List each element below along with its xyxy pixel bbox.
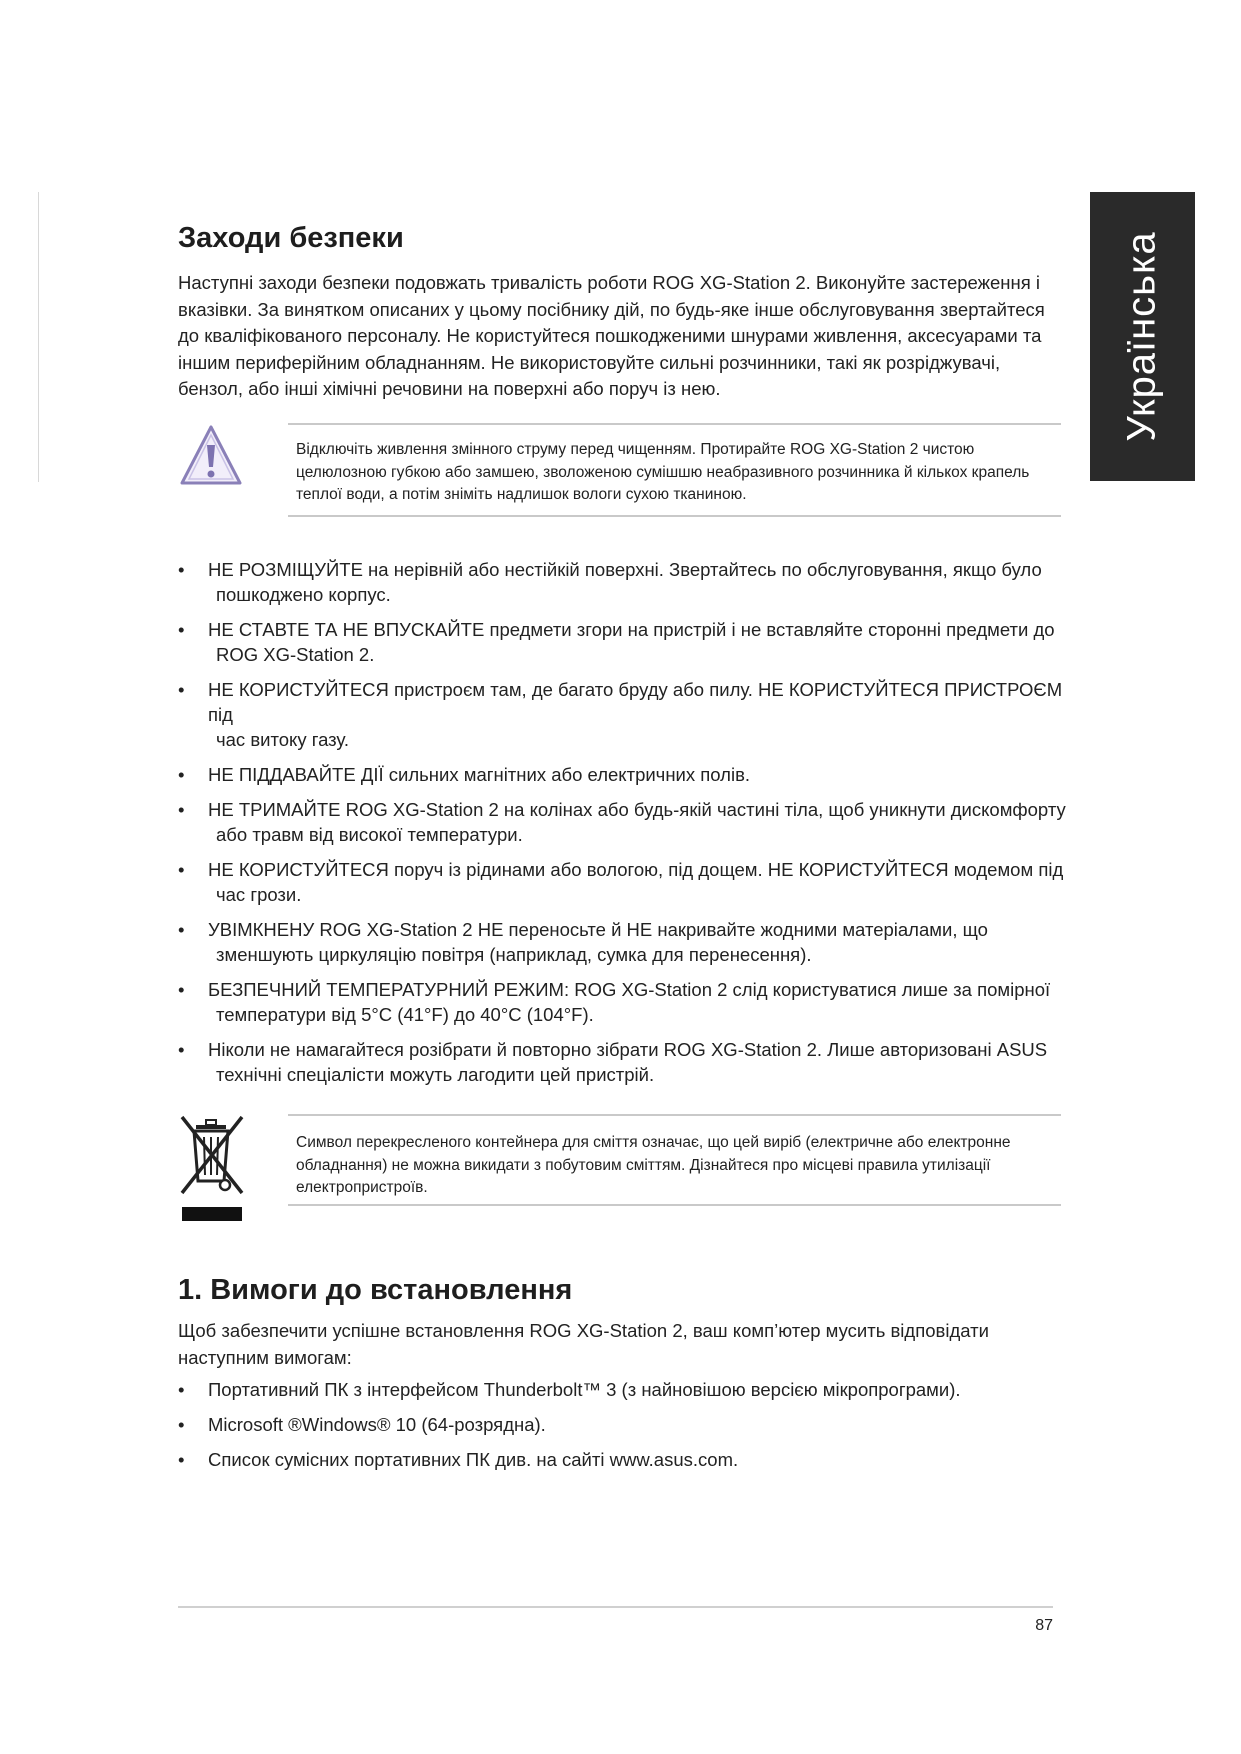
list-item: • НЕ СТАВТЕ ТА НЕ ВПУСКАЙТЕ предмети згори на пристрій і не вставляйте сторонні предмети до ROG XG-Station 2. bbox=[178, 619, 1055, 665]
left-margin-rule bbox=[38, 192, 39, 482]
list-item: • УВІМКНЕНУ ROG XG-Station 2 НЕ переносьте й НЕ накривайте жодними матеріалами, що зменшують циркуляцію повітря (наприклад, сумка для перенесення). bbox=[178, 919, 988, 965]
list-item: • НЕ ТРИМАЙТЕ ROG XG-Station 2 на колінах або будь-якій частині тіла, щоб уникнути дискомфорту або травм від високої температури. bbox=[178, 799, 1066, 845]
crossed-bin-icon bbox=[176, 1113, 248, 1223]
list-item: • НЕ ПІДДАВАЙТЕ ДІЇ сильних магнітних або електричних полів. bbox=[178, 764, 751, 785]
language-tab-label: Українська bbox=[1120, 231, 1164, 442]
list-item: • Microsoft ®Windows® 10 (64-розрядна). bbox=[178, 1414, 546, 1435]
requirements-list bbox=[178, 1377, 1078, 1482]
list-item: • НЕ КОРИСТУЙТЕСЯ пристроєм там, де багато бруду або пилу. НЕ КОРИСТУЙТЕСЯ ПРИСТРОЄМ під час витоку газу. bbox=[178, 679, 1063, 750]
page-number: 87 bbox=[1035, 1617, 1053, 1634]
disposal-note bbox=[288, 1114, 1061, 1206]
disposal-note-text: Символ перекресленого контейнера для сміття означає, що цей виріб (електричне або електронне обладнання) не можна викидати з побутовим сміттям. Дізнайтеся про місцеві правила утилізації електропристроїв. bbox=[296, 1134, 1011, 1196]
safety-intro: Наступні заходи безпеки подовжать тривалість роботи ROG XG-Station 2. Виконуйте застереження і вказівки. За винятком описаних у цьому посібнику дій, по будь-яке інше обслуговування звертайтеся до кваліфікованого персоналу. Не користуйтеся пошкодженими шнурами живлення, аксесуарами та іншим периферійним обладнанням. Не використовуйте сильні розчинники, такі як розріджувачі, бензол, або інші хімічні речовини на поверхні або поруч із нею. bbox=[178, 272, 1045, 399]
cleaning-warning-text: Відключіть живлення змінного струму перед чищенням. Протирайте ROG XG-Station 2 чистою целюлозною губкою або замшею, зволоженою сумішшю неабразивного розчинника й кількох крапель теплої води, а потім зніміть надлишок вологи сухою тканиною. bbox=[296, 441, 1030, 503]
warning-icon bbox=[178, 423, 244, 489]
installation-intro: Щоб забезпечити успішне встановлення ROG XG-Station 2, ваш комп’ютер мусить відповідати наступним вимогам: bbox=[178, 1320, 989, 1368]
safety-bullet-list bbox=[178, 557, 1078, 1097]
installation-title: 1. Вимоги до встановлення bbox=[178, 1274, 573, 1306]
safety-title: Заходи безпеки bbox=[178, 222, 404, 254]
language-side-tab bbox=[1090, 192, 1195, 481]
cleaning-warning-note bbox=[288, 423, 1061, 517]
footer-rule bbox=[178, 1606, 1053, 1608]
list-item: • НЕ КОРИСТУЙТЕСЯ поруч із рідинами або вологою, під дощем. НЕ КОРИСТУЙТЕСЯ модемом під час грози. bbox=[178, 859, 1064, 905]
list-item: • НЕ РОЗМІЩУЙТЕ на нерівній або нестійкій поверхні. Звертайтесь по обслуговування, якщо було пошкоджено корпус. bbox=[178, 559, 1042, 605]
list-item: • Портативний ПК з інтерфейсом Thunderbolt™ 3 (з найновішою версією мікропрограми). bbox=[178, 1379, 961, 1400]
list-item: • БЕЗПЕЧНИЙ ТЕМПЕРАТУРНИЙ РЕЖИМ: ROG XG-Station 2 слід користуватися лише за помірної температури від 5°C (41°F) до 40°C (104°F). bbox=[178, 979, 1051, 1025]
list-item: • Ніколи не намагайтеся розібрати й повторно зібрати ROG XG-Station 2. Лише авторизовані ASUS технічні спеціалісти можуть лагодити цей пристрій. bbox=[178, 1039, 1048, 1085]
list-item: • Список сумісних портативних ПК див. на сайті www.asus.com. bbox=[178, 1449, 739, 1470]
